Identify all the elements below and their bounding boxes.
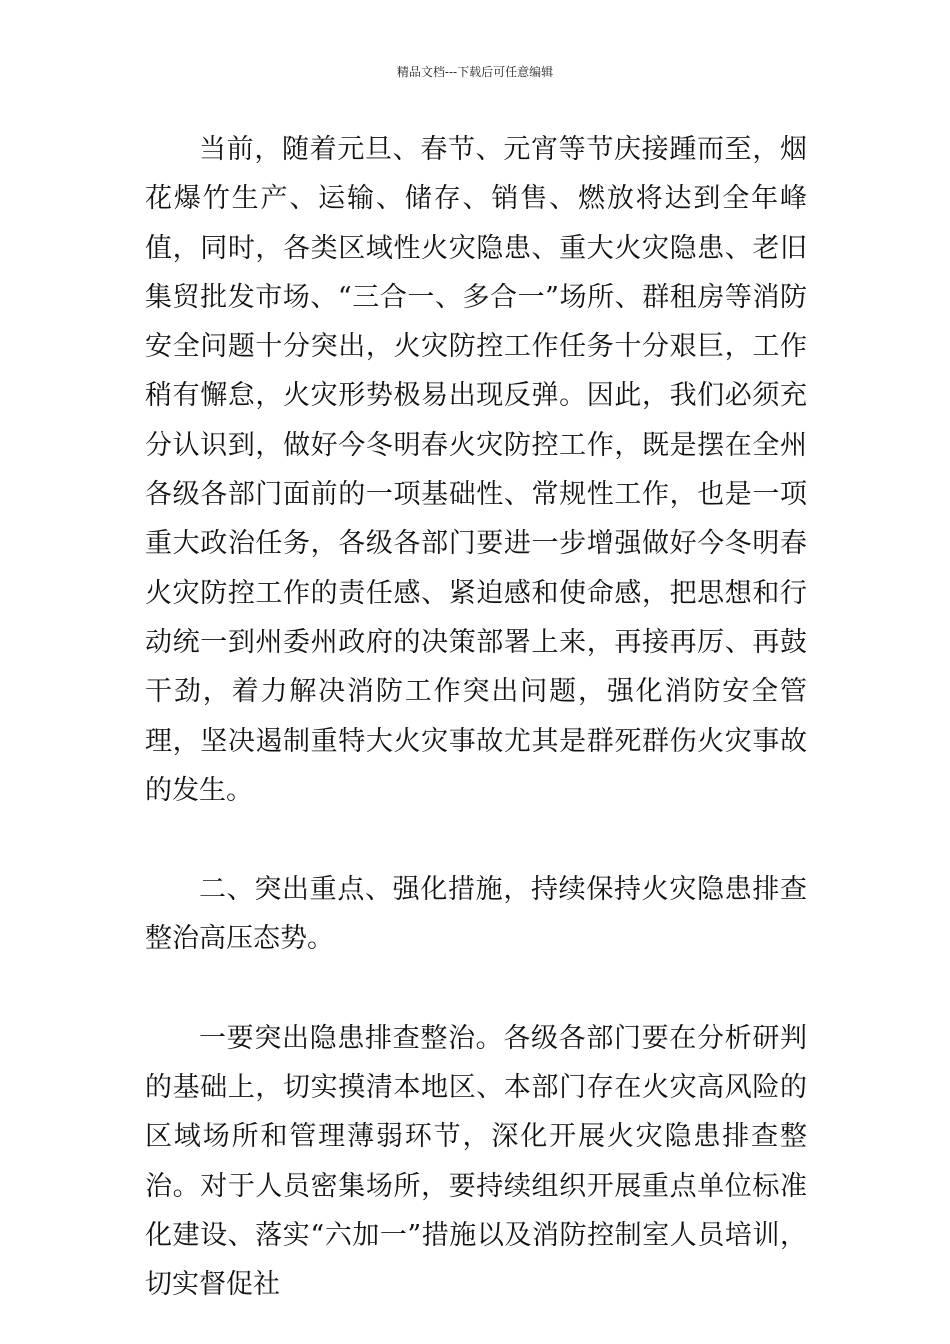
document-body	[145, 125, 807, 1310]
paragraph-fire-prevention-situation: 当前，随着元旦、春节、元宵等节庆接踵而至，烟花爆竹生产、运输、储存、销售、燃放将达到全年峰值，同时，各类区域性火灾隐患、重大火灾隐患、老旧集贸批发市场、“三合一、多合一”场所、群租房等消防安全问题十分突出，火灾防控工作任务十分艰巨，工作稍有懈怠，火灾形势极易出现反弹。因此，我们必须充分认识到，做好今冬明春火灾防控工作，既是摆在全州各级各部门面前的一项基础性、常规性工作，也是一项重大政治任务，各级各部门要进一步增强做好今冬明春火灾防控工作的责任感、紧迫感和使命感，把思想和行动统一到州委州政府的决策部署上来，再接再厉、再鼓干劲，着力解决消防工作突出问题，强化消防安全管理，坚决遏制重特大火灾事故尤其是群死群伤火灾事故的发生。	[145, 134, 807, 806]
paragraph-hazard-investigation: 一要突出隐患排查整治。各级各部门要在分析研判的基础上，切实摸清本地区、本部门存在火灾高风险的区域场所和管理薄弱环节，深化开展火灾隐患排查整治。对于人员密集场所，要持续组织开展重点单位标准化建设、落实“六加一”措施以及消防控制室人员培训，切实督促社	[145, 1022, 807, 1301]
section-heading-two: 二、突出重点、强化措施，持续保持火灾隐患排查整治高压态势。	[145, 874, 807, 955]
page-header: 精品文档---下载后可任意编辑	[396, 65, 554, 79]
